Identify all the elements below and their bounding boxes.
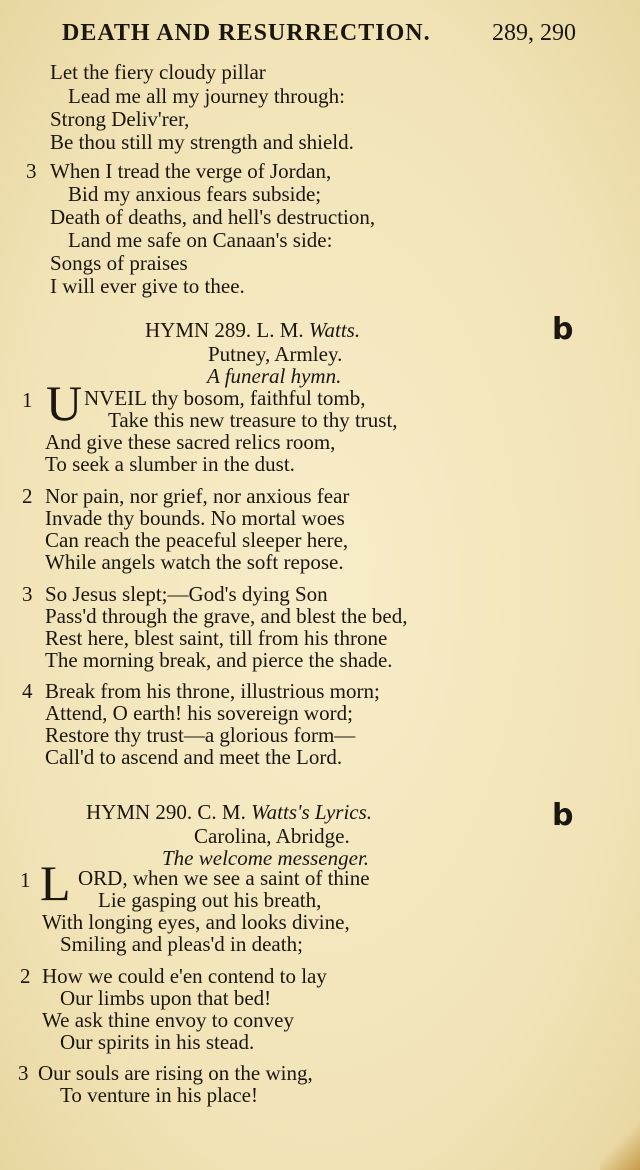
verse-line: Lie gasping out his breath, [98,888,322,912]
verse-line: How we could e'en contend to lay [42,964,327,988]
verse-number: 1 [20,868,31,892]
verse-line: We ask thine envoy to convey [42,1008,294,1032]
verse-line: While angels watch the soft repose. [45,550,344,574]
page-corner-shading [600,1110,640,1170]
verse-line: Let the fiery cloudy pillar [50,60,266,84]
running-header [0,14,640,50]
verse-number: 2 [20,964,31,988]
verse-line: Death of deaths, and hell's destruction, [50,205,376,229]
verse-line: To venture in his place! [60,1083,258,1107]
tune-names: Putney, Armley. [208,342,343,366]
verse-line: With longing eyes, and looks divine, [42,910,350,934]
flat-key-icon: b [552,312,574,347]
verse-line: Our limbs upon that bed! [60,986,272,1010]
verse-line: Can reach the peaceful sleeper here, [45,528,349,552]
hymn-heading [86,800,372,825]
verse-line: Be thou still my strength and shield. [50,130,354,154]
hymn-author: Watts. [308,318,361,342]
verse-line: Strong Deliv'rer, [50,107,190,131]
verse-line: Attend, O earth! his sovereign word; [45,701,353,725]
verse-line: Land me safe on Canaan's side: [68,228,333,252]
verse-line: Songs of praises [50,251,188,275]
verse-line: Bid my anxious fears subside; [68,182,322,206]
flat-key-icon: b [552,798,574,833]
tune-names: Carolina, Abridge. [194,824,350,848]
hymn-number-meter: HYMN 290. C. M. [86,800,246,824]
hymn-number-meter: HYMN 289. L. M. [145,318,304,342]
verse-line: Nor pain, nor grief, nor anxious fear [45,484,350,508]
verse-number: 3 [18,1061,29,1085]
running-title: DEATH AND RESURRECTION. [62,20,431,46]
verse-line: Our spirits in his stead. [60,1030,255,1054]
verse-line: And give these sacred relics room, [45,430,336,454]
verse-line: Break from his throne, illustrious morn; [45,679,380,703]
drop-capital: L [40,855,71,911]
verse-number: 3 [26,159,37,183]
verse-line: Restore thy trust—a glorious form— [45,723,356,747]
hymn-subject: A funeral hymn. [207,364,342,388]
verse-line: Lead me all my journey through: [68,84,346,108]
verse-line: Call'd to ascend and meet the Lord. [45,745,343,769]
verse-number: 3 [22,582,33,606]
page-numbers: 289, 290 [492,20,576,46]
verse-number: 1 [22,388,33,412]
verse-line: Take this new treasure to thy trust, [108,408,398,432]
verse-line: ORD, when we see a saint of thine [78,866,370,890]
verse-line: So Jesus slept;—God's dying Son [45,582,328,606]
verse-line: NVEIL thy bosom, faithful tomb, [84,386,366,410]
verse-line: I will ever give to thee. [50,274,245,298]
verse-line: Pass'd through the grave, and blest the bed, [45,604,408,628]
hymn-heading [145,318,360,343]
verse-line: When I tread the verge of Jordan, [50,159,332,183]
verse-line: Rest here, blest saint, till from his throne [45,626,388,650]
drop-capital: U [46,375,83,431]
verse-line: To seek a slumber in the dust. [45,452,295,476]
hymn-author: Watts's Lyrics. [251,800,373,824]
hymn-subject: The welcome messenger. [162,846,370,870]
verse-line: Our souls are rising on the wing, [38,1061,313,1085]
verse-line: Smiling and pleas'd in death; [60,932,303,956]
verse-line: The morning break, and pierce the shade. [45,648,393,672]
verse-line: Invade thy bounds. No mortal woes [45,506,345,530]
verse-number: 2 [22,484,33,508]
verse-number: 4 [22,679,33,703]
